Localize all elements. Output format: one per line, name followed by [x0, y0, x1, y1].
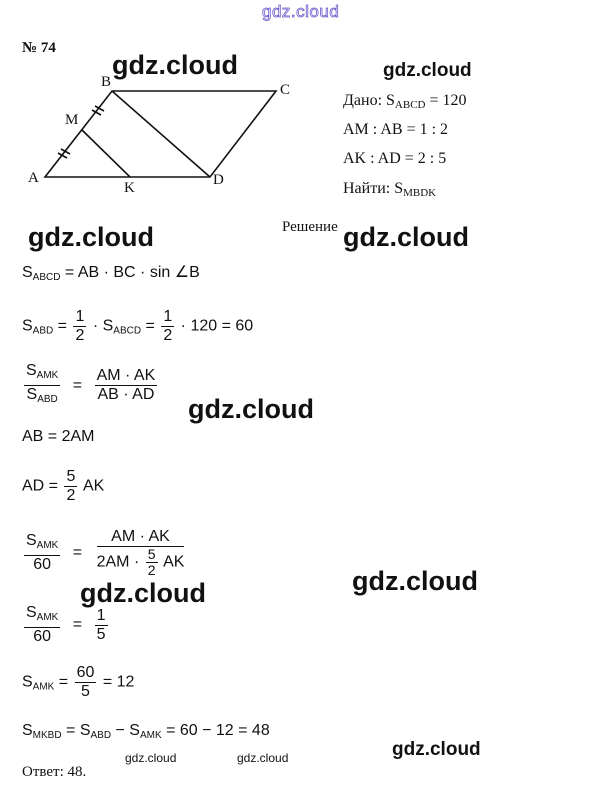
equals: =: [72, 544, 83, 562]
symbol-s: S: [22, 317, 33, 335]
denominator: 2AM · $\frac{5}{2}$ AK: [96, 546, 185, 578]
denominator: 2: [75, 327, 85, 344]
denominator: 5: [81, 683, 90, 700]
denominator: $S_{ABD}$: [26, 386, 58, 405]
fraction-half: [161, 308, 174, 345]
watermark: gdz.cloud: [188, 394, 314, 424]
numerator: AM · AK: [97, 528, 184, 547]
denominator: 5: [96, 625, 106, 643]
fraction-rhs: [95, 528, 187, 578]
dot-s: · S: [92, 317, 114, 335]
vertex-label-b: B: [101, 74, 112, 90]
watermark-top: gdz.cloud: [262, 2, 340, 21]
segment-mk: [82, 130, 130, 177]
sub-abd: ABD: [90, 730, 112, 741]
watermark: gdz.cloud: [352, 566, 478, 596]
watermark: gdz.cloud: [80, 578, 206, 608]
point-label-k: K: [124, 180, 135, 196]
watermark: gdz.cloud: [392, 739, 481, 760]
formula-rest: · 120 = 60: [180, 317, 254, 335]
vertex-label-c: C: [280, 82, 291, 98]
formula-area-abd: [22, 308, 253, 345]
equals: = S: [61, 722, 91, 739]
numerator: 60: [76, 664, 95, 681]
fraction-rhs: [95, 367, 158, 404]
formula-ab: AB = 2AM: [22, 428, 95, 445]
sub-mkbd: MKBD: [32, 730, 62, 741]
numerator: 5: [66, 468, 76, 485]
formula-area-mkbd: [22, 722, 270, 741]
formula-ratio-simplified: [22, 604, 110, 646]
given-label: Дано: S: [343, 92, 395, 109]
watermark: gdz.cloud: [237, 751, 289, 765]
given-sub: ABCD: [394, 99, 426, 111]
denominator: AB · AD: [97, 386, 155, 403]
fraction-five-halves: $\frac{5}{2}$: [147, 546, 156, 578]
minus: − S: [111, 722, 140, 739]
formula-rest: = 60 − 12 = 48: [161, 722, 270, 739]
formula-rest: = AB · BC · sin ∠B: [60, 264, 200, 281]
fraction-rhs: [95, 607, 108, 644]
fraction-lhs: [24, 532, 60, 574]
diagonal-bd: [112, 91, 210, 177]
fraction-lhs: [24, 604, 60, 646]
vertex-label-a: A: [28, 170, 39, 186]
find-label: Найти: S: [343, 180, 404, 197]
watermark: gdz.cloud: [112, 50, 238, 80]
given-ratio-am-ab: AM : AB = 1 : 2: [343, 121, 449, 138]
watermark: gdz.cloud: [125, 751, 177, 765]
formula-area-abcd: [22, 262, 200, 283]
denominator: 2: [66, 487, 76, 504]
fraction-five-halves: [64, 468, 77, 505]
fraction-half: [73, 308, 86, 345]
numerator: AM · AK: [96, 367, 156, 384]
symbol-s: S: [22, 722, 33, 739]
equals: =: [141, 317, 160, 335]
watermark: gdz.cloud: [28, 222, 154, 252]
symbol-s: S: [22, 673, 33, 691]
find-sub: MBDK: [403, 187, 437, 199]
watermark: gdz.cloud: [343, 222, 469, 252]
fraction-lhs: [24, 362, 60, 409]
problem-number: № 74: [22, 40, 56, 56]
numerator: $S_{AMK}$: [24, 362, 60, 386]
formula-ratio-amk-abd: [22, 362, 159, 409]
formula-area-amk: [22, 664, 134, 701]
denominator: 60: [33, 628, 52, 645]
find-area: [343, 180, 436, 199]
formula-ad: [22, 468, 104, 505]
fraction-sixty-fifths: [75, 664, 97, 701]
denominator: 60: [33, 556, 52, 573]
equals: =: [53, 317, 72, 335]
formula-rest: AK: [82, 477, 105, 495]
given-area: [343, 92, 467, 111]
numerator: $S_{AMK}$: [24, 532, 60, 556]
equals: =: [72, 616, 83, 634]
formula-rest: = 12: [102, 673, 135, 691]
parallelogram-figure: [0, 0, 320, 200]
numerator: 1: [96, 606, 106, 624]
formula-lhs: AD =: [22, 477, 63, 495]
watermark: gdz.cloud: [383, 60, 472, 81]
sub-abcd: ABCD: [32, 272, 61, 283]
sub-amk: AMK: [139, 730, 162, 741]
answer: Ответ: 48.: [22, 764, 87, 780]
vertex-label-d: D: [213, 172, 224, 188]
point-label-m: M: [65, 112, 79, 128]
equals: =: [54, 673, 73, 691]
numerator: 1: [163, 308, 173, 325]
sub-abcd: ABCD: [113, 325, 142, 337]
given-value: = 120: [425, 92, 467, 109]
solution-heading: Решение: [282, 219, 338, 235]
symbol-s: S: [22, 264, 33, 281]
denominator: 2: [163, 327, 173, 344]
given-ratio-ak-ad: AK : AD = 2 : 5: [343, 150, 447, 167]
sub-amk: AMK: [32, 681, 55, 693]
numerator: $S_{AMK}$: [24, 604, 60, 628]
sub-abd: ABD: [32, 325, 54, 337]
equals: =: [72, 376, 83, 394]
numerator: 1: [75, 308, 85, 325]
formula-substitution: [22, 528, 188, 578]
